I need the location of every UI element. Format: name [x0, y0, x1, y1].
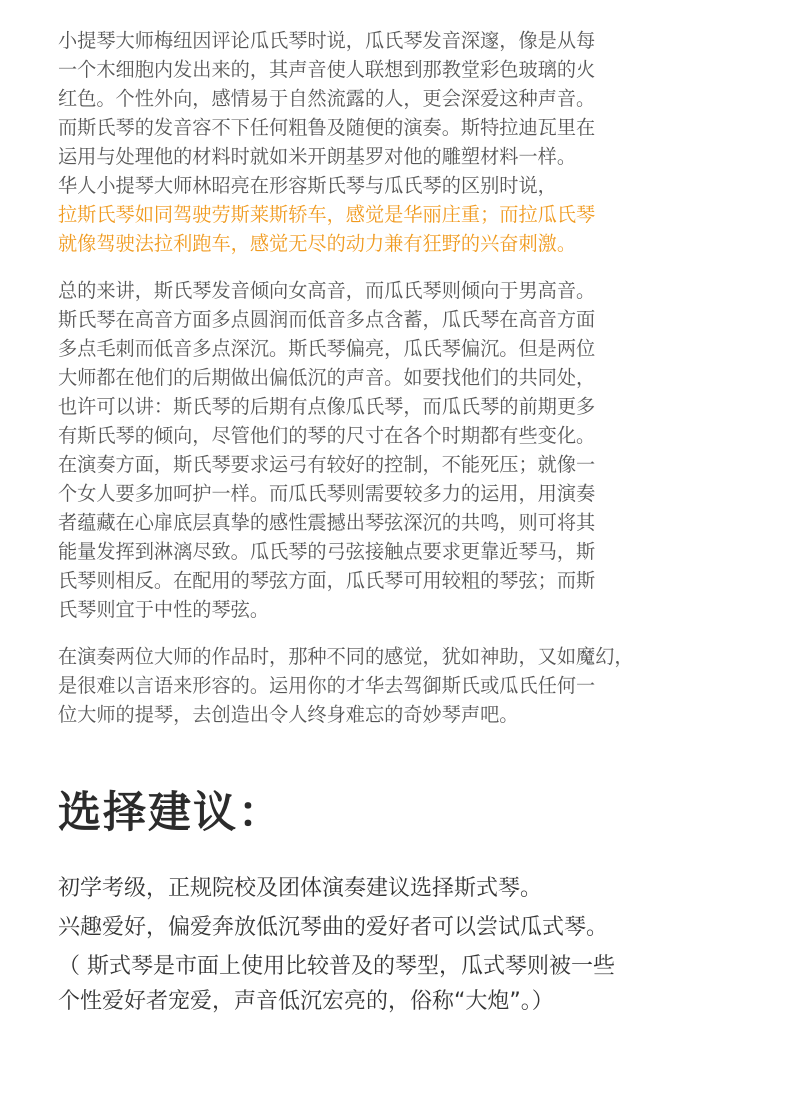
- paragraph-comparison: [58, 26, 746, 258]
- paragraph-summary: 总的来讲，斯氏琴发音倾向女高音，而瓜氏琴则倾向于男高音。 斯氏琴在高音方面多点圆润而低音多点含蓄，瓜氏琴在高音方面 多点毛刺而低音多点深沉。斯氏琴偏亮，瓜氏琴偏沉。但是两位 大师都在他们的后期做出偏低沉的声音。如要找他们的共同处， 也许可以讲：斯氏琴的后期有点像瓜氏琴，而瓜氏琴的前期更多 有斯氏琴的倾向，尽管他们的琴的尺寸在各个时期都有些变化。 在演奏方面，斯氏琴要求运弓有较好的控制，不能死压；就像一 个女人要多加呵护一样。而瓜氏琴则需要较多力的运用，用演奏 者蕴藏在心扉底层真挚的感性震撼出琴弦深沉的共鸣，则可将其 能量发挥到淋漓尽致。瓜氏琴的弓弦接触点要求更靠近琴马，斯 氏琴则相反。在配用的琴弦方面，瓜氏琴可用较粗的琴弦；而斯 氏琴则宜于中性的琴弦。: [58, 279, 596, 621]
- section-title: 选择建议：: [58, 788, 283, 838]
- paragraph-conclusion: 在演奏两位大师的作品时，那种不同的感觉，犹如神助，又如魔幻， 是很难以言语来形容的。运用你的才华去驾御斯氏或瓜氏任何一 位大师的提琴，去创造出令人终身难忘的奇妙琴声吧。: [58, 645, 634, 726]
- suggestion-hobbyist: 兴趣爱好，偏爱奔放低沉琴曲的爱好者可以尝试瓜式琴。: [58, 915, 609, 940]
- suggestion-beginner: 初学考级，正规院校及团体演奏建议选择斯式琴。: [58, 876, 543, 901]
- paragraph-comparison-text: 小提琴大师梅纽因评论瓜氏琴时说，瓜氏琴发音深邃，像是从每 一个木细胞内发出来的，其声音使人联想到那教堂彩色玻璃的火 红色。个性外向，感情易于自然流露的人，更会深爱这种声音。 而斯氏琴的发音容不下任何粗鲁及随便的演奏。斯特拉迪瓦里在 运用与处理他的材料时就如米开朗基罗对他的雕塑材料一样。 华人小提琴大师林昭亮在形容斯氏琴与瓜氏琴的区别时说，: [58, 29, 596, 197]
- highlighted-quote: 拉斯氏琴如同驾驶劳斯莱斯轿车，感觉是华丽庄重；而拉瓜氏琴 就像驾驶法拉利跑车，感觉无尽的动力兼有狂野的兴奋刺激。: [58, 203, 596, 255]
- suggestions: [58, 871, 746, 1019]
- article: [58, 26, 746, 729]
- suggestion-note: （ 斯式琴是市面上使用比较普及的琴型，瓜式琴则被一些 个性爱好者宠爱，声音低沉宏亮的，俗称“大炮”。）: [58, 954, 615, 1014]
